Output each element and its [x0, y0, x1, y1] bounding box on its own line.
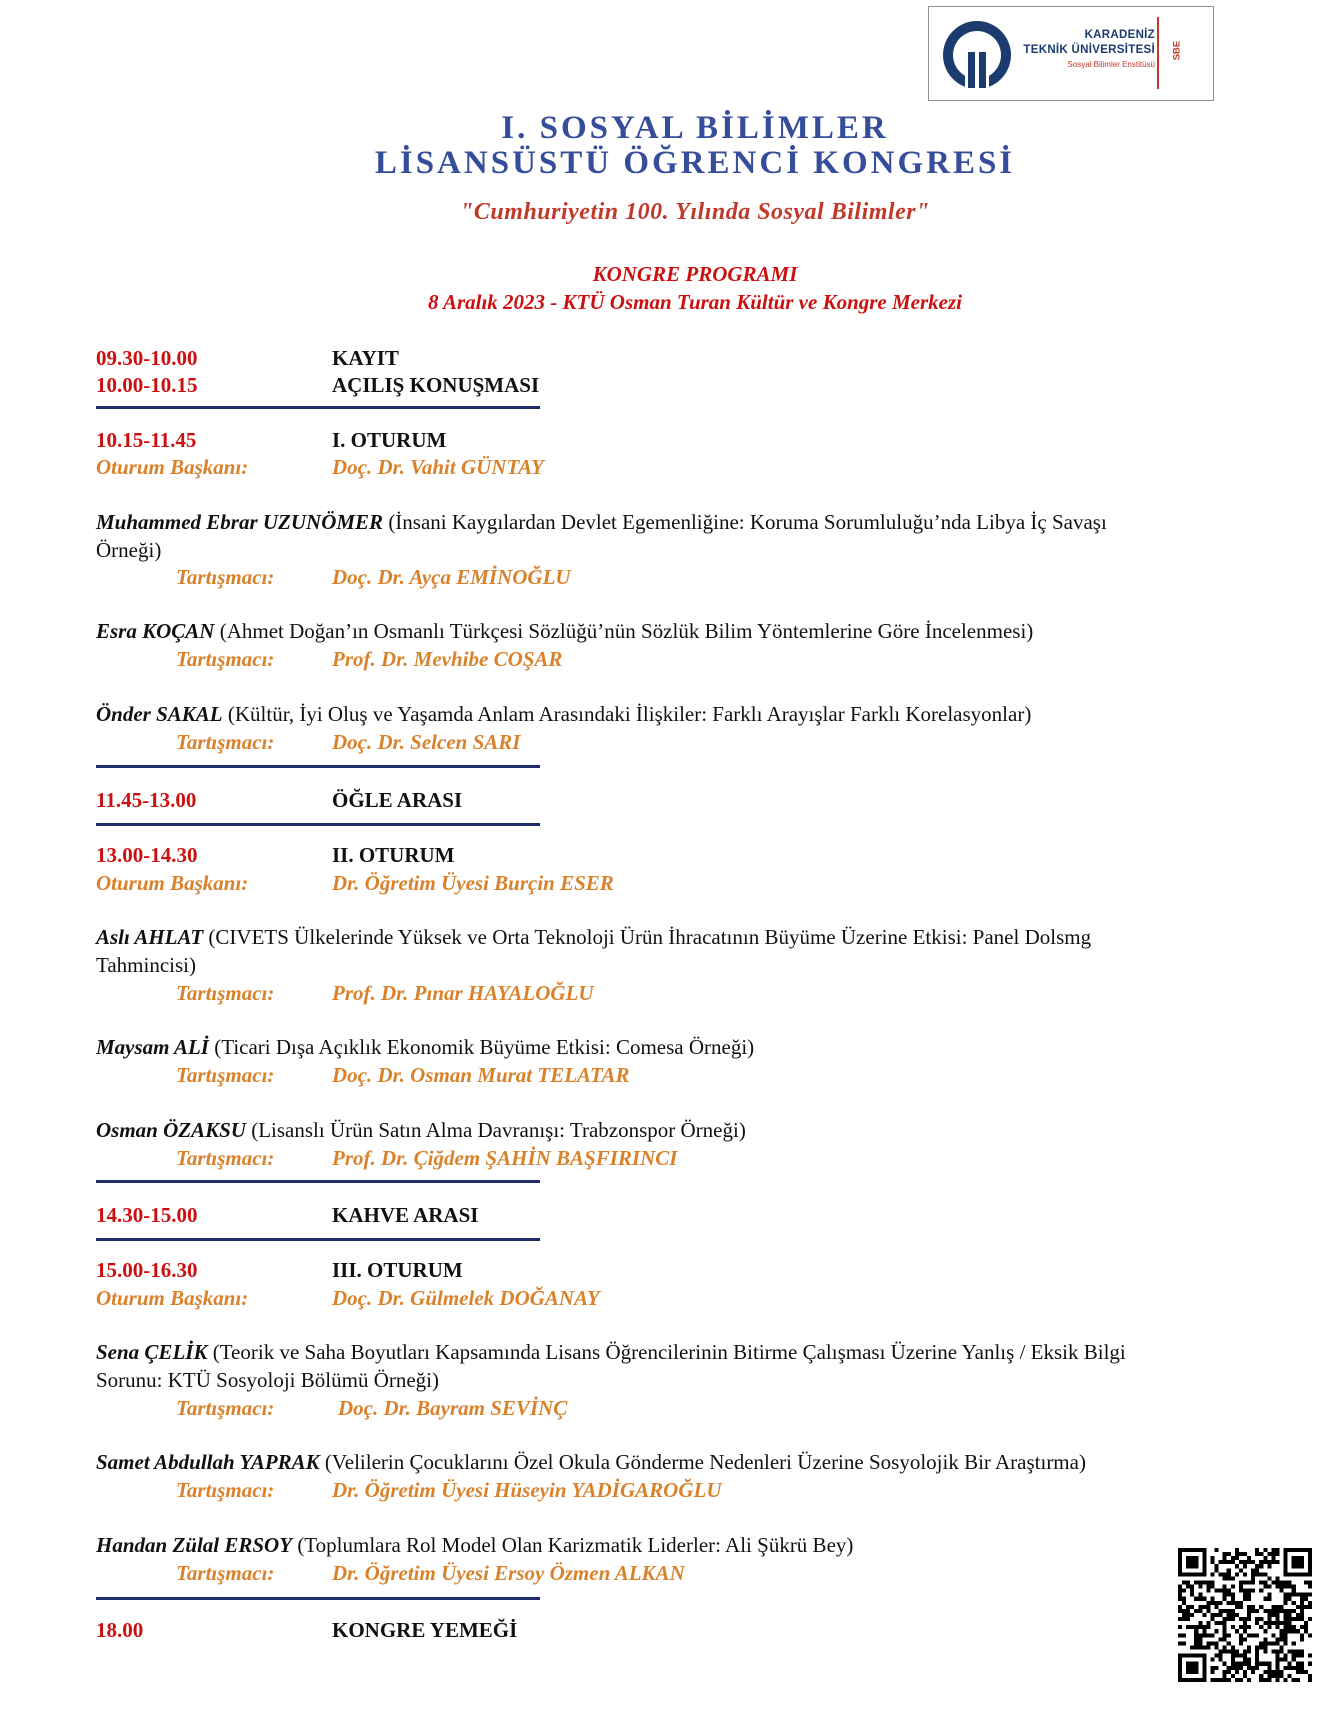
session3-time: 15.00-16.30 — [96, 1258, 198, 1282]
paper-title-cont: Örneği) — [96, 538, 162, 562]
paper-title-cont: Sorunu: KTÜ Sosyoloji Bölümü Örneği) — [96, 1368, 440, 1392]
lunch-label: ÖĞLE ARASI — [332, 788, 463, 812]
divider — [96, 823, 540, 826]
divider — [96, 406, 540, 409]
discussant-name: Doç. Dr. Bayram SEVİNÇ — [338, 1396, 568, 1420]
congress-title-line1: I. SOSYAL BİLİMLER — [501, 110, 889, 146]
paper-title: (CIVETS Ülkelerinde Yüksek ve Orta Teknoloji Ürün İhracatının Büyüme Üzerine Etkisi: Panel Dolsmg — [203, 925, 1092, 949]
paper-entry — [96, 1033, 1286, 1061]
paper-title: (Toplumlara Rol Model Olan Karizmatik Liderler: Ali Şükrü Bey) — [292, 1533, 854, 1557]
paper-author: Muhammed Ebrar UZUNÖMER — [96, 510, 384, 534]
congress-subtitle: "Cumhuriyetin 100. Yılında Sosyal Bilimler" — [460, 199, 930, 225]
paper-author: Osman ÖZAKSU — [96, 1118, 246, 1142]
discussant-label: Tartışmacı: — [176, 647, 275, 671]
paper-entry — [96, 700, 1286, 728]
discussant-name: Doç. Dr. Osman Murat TELATAR — [332, 1063, 630, 1087]
session2-label: II. OTURUM — [332, 843, 455, 867]
paper-author: Samet Abdullah YAPRAK — [96, 1450, 320, 1474]
divider — [96, 1238, 540, 1241]
dinner-label: KONGRE YEMEĞİ — [332, 1618, 518, 1642]
paper-entry — [96, 617, 1286, 645]
registration-label: KAYIT — [332, 346, 399, 370]
paper-author: Aslı AHLAT — [96, 925, 204, 949]
paper-entry — [96, 508, 1286, 564]
logo-separator — [1157, 17, 1159, 89]
paper-title: (Lisanslı Ürün Satın Alma Davranışı: Trabzonspor Örneği) — [245, 1118, 746, 1142]
opening-label: AÇILIŞ KONUŞMASI — [332, 373, 540, 397]
university-logo — [928, 6, 1214, 101]
session1-chair: Doç. Dr. Vahit GÜNTAY — [332, 455, 544, 479]
logo-line2: TEKNİK ÜNİVERSİTESİ — [1023, 44, 1155, 56]
session1-time: 10.15-11.45 — [96, 428, 197, 452]
paper-entry — [96, 1116, 1286, 1144]
session3-label: III. OTURUM — [332, 1258, 463, 1282]
paper-title: (Ticari Dışa Açıklık Ekonomik Büyüme Etkisi: Comesa Örneği) — [208, 1035, 755, 1059]
paper-author: Sena ÇELİK — [96, 1340, 208, 1364]
discussant-name: Doç. Dr. Selcen SARI — [332, 730, 521, 754]
paper-title: (Kültür, İyi Oluş ve Yaşamda Anlam Arasındaki İlişkiler: Farklı Arayışlar Farklı Korelasyonlar) — [222, 702, 1032, 726]
opening-time: 10.00-10.15 — [96, 373, 198, 397]
discussant-label: Tartışmacı: — [176, 1146, 275, 1170]
paper-author: Esra KOÇAN — [96, 619, 215, 643]
session1-chair-label: Oturum Başkanı: — [96, 455, 249, 479]
paper-title: (Ahmet Doğan’ın Osmanlı Türkçesi Sözlüğü’nün Sözlük Bilim Yöntemlerine Göre İncelenmesi) — [214, 619, 1034, 643]
discussant-name: Prof. Dr. Çiğdem ŞAHİN BAŞFIRINCI — [332, 1146, 678, 1170]
discussant-label: Tartışmacı: — [176, 730, 275, 754]
discussant-label: Tartışmacı: — [176, 1561, 275, 1585]
logo-line1: KARADENİZ — [1084, 29, 1155, 41]
paper-title: (Teorik ve Saha Boyutları Kapsamında Lisans Öğrencilerinin Bitirme Çalışması Üzerine Yanlış / Eksik Bilgi — [207, 1340, 1126, 1364]
coffee-label: KAHVE ARASI — [332, 1203, 479, 1227]
divider — [96, 1180, 540, 1183]
discussant-label: Tartışmacı: — [176, 565, 275, 589]
logo-badge: SBE — [1171, 40, 1183, 61]
discussant-name: Prof. Dr. Mevhibe COŞAR — [332, 647, 563, 671]
registration-time: 09.30-10.00 — [96, 346, 198, 370]
paper-title-cont: Tahmincisi) — [96, 953, 197, 977]
paper-entry — [96, 1448, 1286, 1476]
paper-author: Maysam ALİ — [96, 1035, 209, 1059]
session2-time: 13.00-14.30 — [96, 843, 198, 867]
discussant-label: Tartışmacı: — [176, 1478, 275, 1502]
congress-title-line2: LİSANSÜSTÜ ÖĞRENCİ KONGRESİ — [374, 145, 1016, 181]
divider — [96, 765, 540, 768]
dinner-time: 18.00 — [96, 1618, 144, 1642]
session3-chair: Doç. Dr. Gülmelek DOĞANAY — [332, 1286, 600, 1310]
session1-label: I. OTURUM — [332, 428, 447, 452]
discussant-name: Dr. Öğretim Üyesi Hüseyin YADİGAROĞLU — [332, 1478, 722, 1502]
divider — [96, 1597, 540, 1600]
paper-title: (Velilerin Çocuklarını Özel Okula Gönderme Nedenleri Üzerine Sosyolojik Bir Araştırma) — [319, 1450, 1086, 1474]
discussant-name: Dr. Öğretim Üyesi Ersoy Özmen ALKAN — [332, 1561, 685, 1585]
ktu-emblem-icon — [937, 16, 1023, 92]
paper-entry — [96, 1531, 1286, 1559]
discussant-label: Tartışmacı: — [176, 1063, 275, 1087]
session2-chair: Dr. Öğretim Üyesi Burçin ESER — [332, 871, 614, 895]
discussant-label: Tartışmacı: — [176, 1396, 275, 1420]
program-title: KONGRE PROGRAMI — [592, 262, 798, 286]
session2-chair-label: Oturum Başkanı: — [96, 871, 249, 895]
paper-entry — [96, 923, 1286, 979]
paper-entry — [96, 1338, 1286, 1394]
paper-author: Handan Zülal ERSOY — [96, 1533, 293, 1557]
session3-chair-label: Oturum Başkanı: — [96, 1286, 249, 1310]
discussant-label: Tartışmacı: — [176, 981, 275, 1005]
program-date-place: 8 Aralık 2023 - KTÜ Osman Turan Kültür ve Kongre Merkezi — [427, 290, 962, 314]
paper-title: (İnsani Kaygılardan Devlet Egemenliğine: Koruma Sorumluluğu’nda Libya İç Savaşı — [383, 510, 1107, 534]
coffee-time: 14.30-15.00 — [96, 1203, 198, 1227]
discussant-name: Doç. Dr. Ayça EMİNOĞLU — [332, 565, 571, 589]
qr-code-icon[interactable] — [1178, 1548, 1312, 1682]
lunch-time: 11.45-13.00 — [96, 788, 197, 812]
discussant-name: Prof. Dr. Pınar HAYALOĞLU — [332, 981, 594, 1005]
paper-author: Önder SAKAL — [96, 702, 223, 726]
logo-line3: Sosyal Bilimler Enstitüsü — [1067, 60, 1155, 69]
